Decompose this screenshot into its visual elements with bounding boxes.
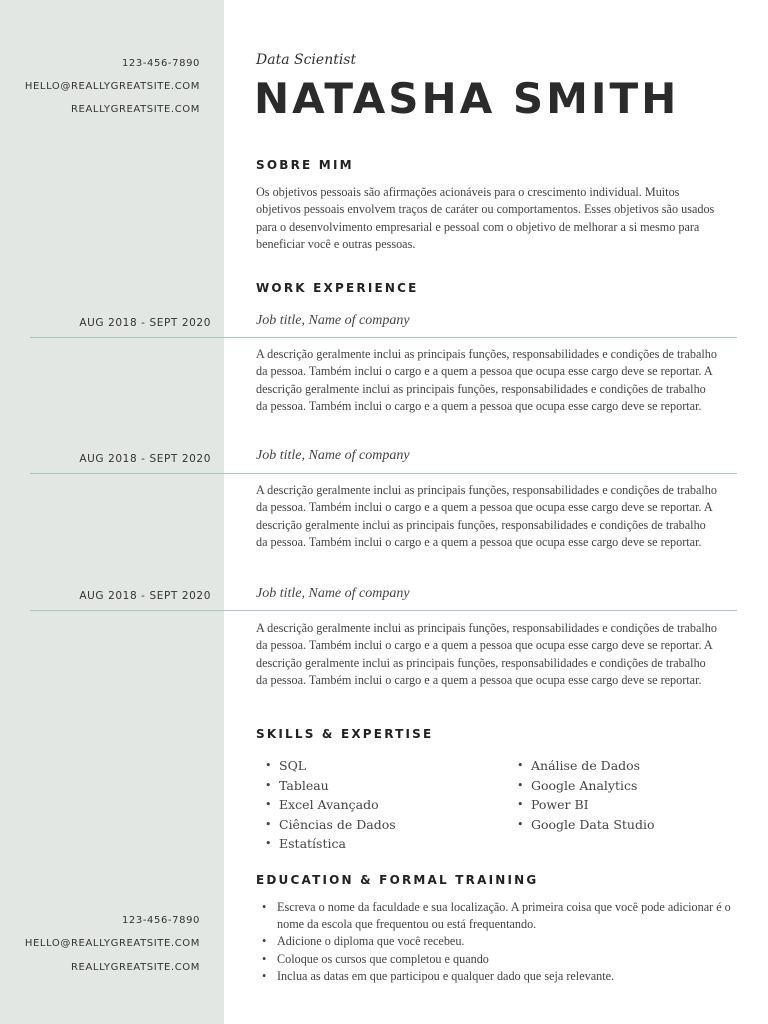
job-description-line: da pessoa. Também inclui o cargo e a quem a pessoa que ocupa esse cargo deve se reportar. A [256,500,713,515]
job-description [256,346,740,415]
education-item: • Coloque os cursos que completou e quando [262,951,742,968]
education-list [262,899,742,985]
skill-item: • SQL [265,756,396,776]
email-link[interactable]: HELLO@REALLYGREATSITE.COM [24,938,200,949]
skill-item: • Excel Avançado [265,795,396,815]
phone-text: 123-456-7890 [121,58,200,69]
job-date: AUG 2018 - SEPT 2020 [79,453,211,465]
job-date: AUG 2018 - SEPT 2020 [79,590,211,602]
education-item: • Adicione o diploma que você recebeu. [262,933,742,950]
job-description-line: descrição geralmente inclui as principais funções, responsabilidades e condições de trabalho [256,655,706,670]
job-title: Job title, Name of company [256,448,410,463]
about-line: para o desenvolvimento empresarial e pessoal com o objetivo de melhorar a si mesmo para [256,219,700,234]
skill-item: • Estatística [265,834,396,854]
email-link[interactable]: HELLO@REALLYGREATSITE.COM [24,81,200,92]
about-line: objetivos pessoais envolvem traços de caráter ou comportamentos. Esses objetivos são usados [256,202,715,217]
job-date: AUG 2018 - SEPT 2020 [79,317,211,329]
section-title-work: WORK EXPERIENCE [256,281,419,295]
education-item: • Escreva o nome da faculdade e sua localização. A primeira coisa que você pode adicionar é o nome da escola que frequentou ou está frequentando. [262,899,742,933]
divider-line [30,337,737,338]
job-description-line: descrição geralmente inclui as principais funções, responsabilidades e condições de trabalho [256,517,706,532]
skill-item: • Power BI [517,795,655,815]
section-title-skills: SKILLS & EXPERTISE [256,727,434,741]
skill-item: • Ciências de Dados [265,815,396,835]
about-paragraph [256,184,740,253]
sidebar-panel [0,0,224,1024]
skills-list-right [517,756,655,834]
skill-item: • Análise de Dados [517,756,655,776]
job-description-line: da pessoa. Também inclui o cargo e a quem a pessoa que ocupa esse cargo deve se reportar. [256,672,702,687]
job-description-line: A descrição geralmente inclui as principais funções, responsabilidades e condições de trabalho [256,483,717,497]
job-title: Job title, Name of company [256,313,410,328]
job-description-line: da pessoa. Também inclui o cargo e a quem a pessoa que ocupa esse cargo deve se reportar. [256,398,702,413]
job-description-line: da pessoa. Também inclui o cargo e a quem a pessoa que ocupa esse cargo deve se reportar. A [256,638,713,653]
job-description [256,620,740,689]
about-line: beneficiar você e outras pessoas. [256,236,416,251]
divider-line [30,473,737,474]
job-description-line: descrição geralmente inclui as principais funções, responsabilidades e condições de trabalho [256,381,706,396]
about-line: Os objetivos pessoais são afirmações acionáveis para o crescimento individual. Muitos [256,185,680,199]
job-description-line: da pessoa. Também inclui o cargo e a quem a pessoa que ocupa esse cargo deve se reportar. A [256,364,713,379]
person-name: NATASHA SMITH [254,74,680,123]
job-description-line: da pessoa. Também inclui o cargo e a quem a pessoa que ocupa esse cargo deve se reportar. [256,534,702,549]
job-description-line: A descrição geralmente inclui as principais funções, responsabilidades e condições de trabalho [256,347,717,361]
skill-item: • Google Data Studio [517,815,655,835]
job-title: Job title, Name of company [256,586,410,601]
skill-item: • Google Analytics [517,776,655,796]
skills-list-left [265,756,396,854]
education-item: • Inclua as datas em que participou e qualquer dado que seja relevante. [262,968,742,985]
job-description-line: A descrição geralmente inclui as principais funções, responsabilidades e condições de trabalho [256,621,717,635]
phone-text: 123-456-7890 [121,915,200,926]
section-title-about: SOBRE MIM [256,158,354,172]
job-description [256,482,740,551]
website-link[interactable]: REALLYGREATSITE.COM [70,104,200,115]
divider-line [30,610,737,611]
job-subtitle: Data Scientist [256,52,357,68]
section-title-education: EDUCATION & FORMAL TRAINING [256,873,539,887]
website-link[interactable]: REALLYGREATSITE.COM [70,962,200,973]
skill-item: • Tableau [265,776,396,796]
